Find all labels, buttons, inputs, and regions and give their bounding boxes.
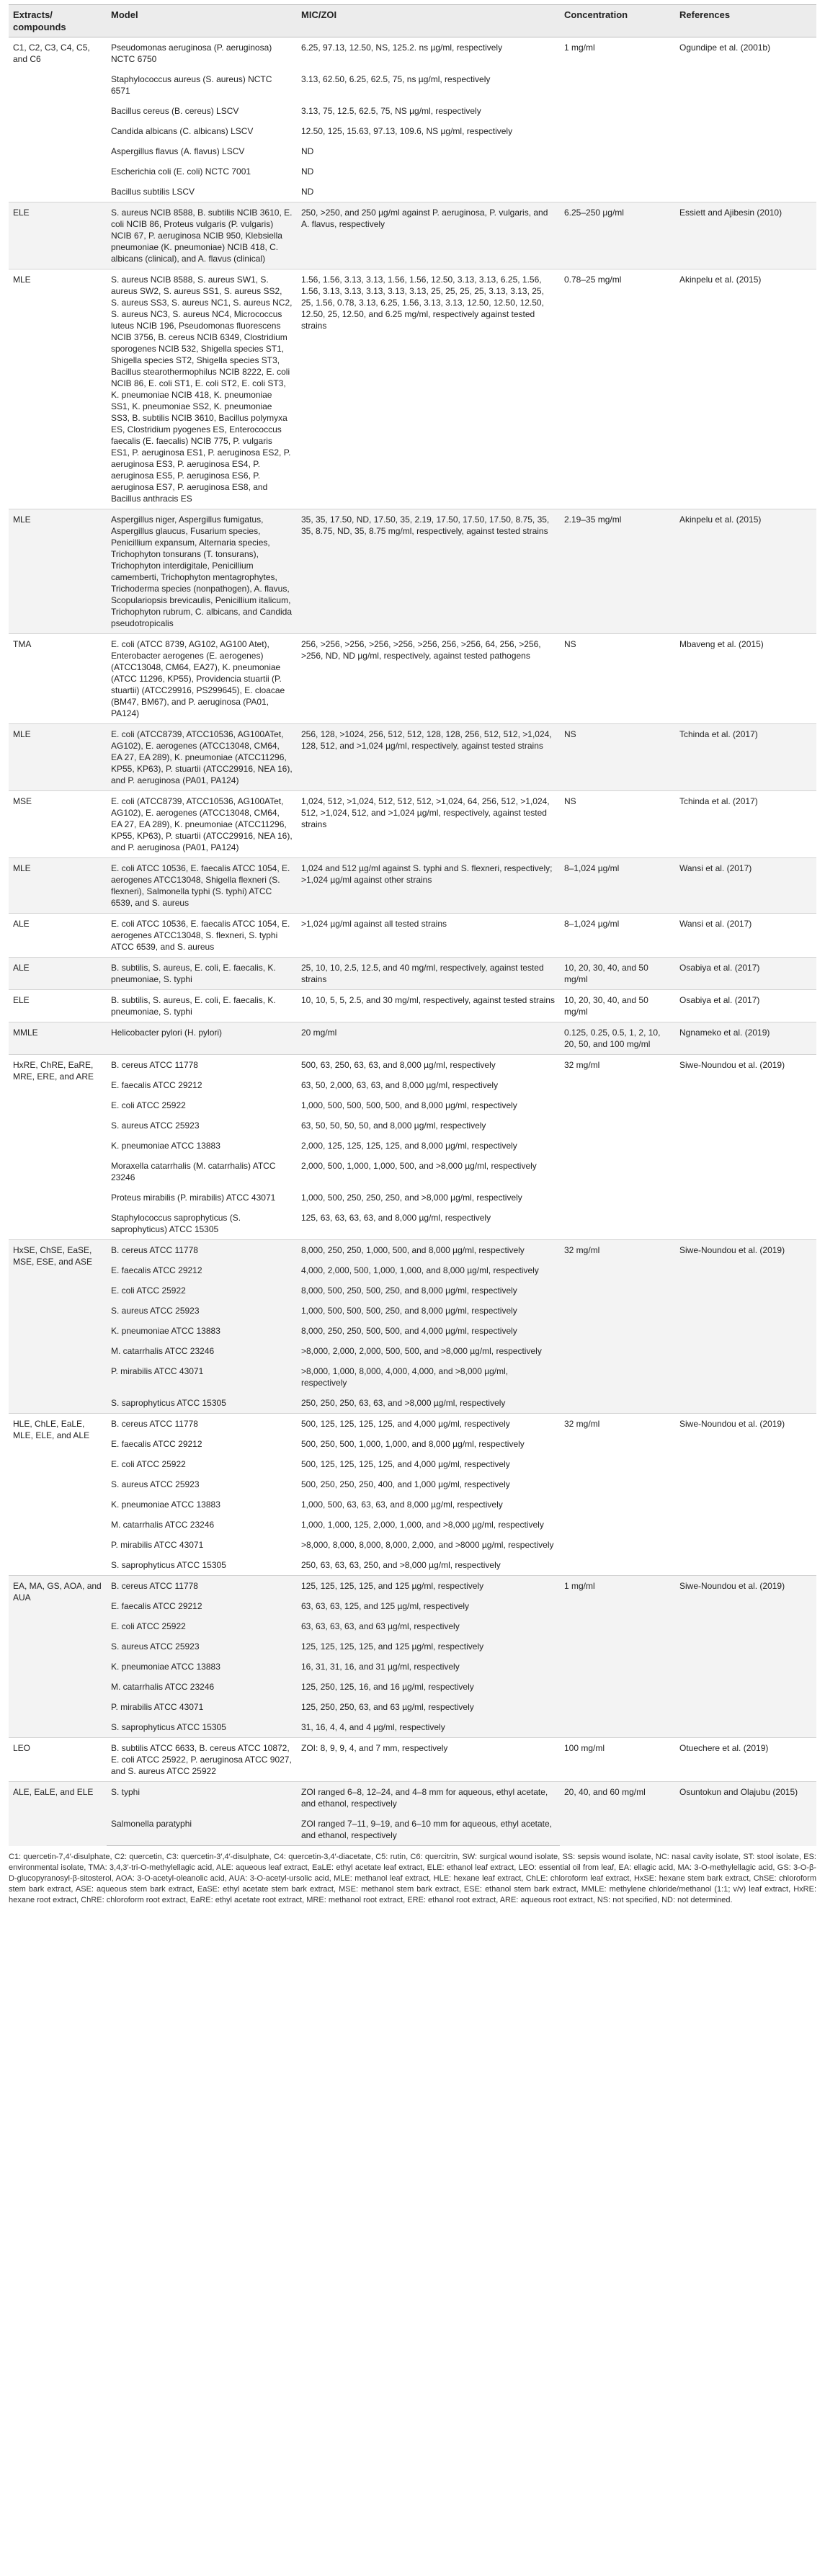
cell-extract: MMLE (9, 1022, 107, 1055)
cell-mic-zoi: 6.25, 97.13, 12.50, NS, 125.2. ns µg/ml, respectively (297, 37, 560, 70)
cell-model: S. typhi (107, 1782, 297, 1814)
cell-model: E. coli ATCC 25922 (107, 1616, 297, 1636)
cell-model: E. coli ATCC 10536, E. faecalis ATCC 1054, E. aerogenes ATCC13048, Shigella flexneri (S. flexneri), Salmonella typhi (S. typhi) ATCC 6539, and S. aureus (107, 858, 297, 914)
cell-extract: ELE (9, 990, 107, 1022)
cell-model: Candida albicans (C. albicans) LSCV (111, 126, 254, 136)
cell-extract: ELE (9, 202, 107, 269)
cell-concentration: 0.78–25 mg/ml (560, 269, 675, 509)
cell-concentration: 1 mg/ml (560, 37, 675, 202)
cell-reference: Essiett and Ajibesin (2010) (675, 202, 816, 269)
cell-mic-zoi: 1.56, 1.56, 3.13, 3.13, 1.56, 1.56, 12.50, 3.13, 3.13, 6.25, 1.56, 1.56, 3.13, 3.13, 3.13, 3.13, 3.13, 25, 25, 25, 25, 3.13, 3.13, 25, 25, 1.56, 0.78, 3.13, 6.25, 1.56, 3.13, 3.13, 12.50, 12.50, 12.50, 12.50, 25, 12.50, and 6.25 mg/ml, respectively against tested strains (297, 269, 560, 509)
cell-mic-zoi: 500, 125, 125, 125, 125, and 4,000 µg/ml, respectively (301, 1459, 510, 1469)
cell-mic-zoi: 8,000, 250, 250, 500, 500, and 4,000 µg/ml, respectively (297, 1321, 560, 1341)
cell-concentration: 20, 40, and 60 mg/ml (560, 1782, 675, 1846)
table-row (9, 509, 816, 634)
cell-mic-zoi: 125, 125, 125, 125, and 125 µg/ml, respectively (297, 1576, 560, 1597)
cell-model: B. cereus ATCC 11778 (107, 1414, 297, 1435)
cell-model: Escherichia coli (E. coli) NCTC 7001 (111, 166, 251, 177)
cell-concentration: 2.19–35 mg/ml (560, 509, 675, 634)
cell-mic-zoi: 25, 10, 10, 2.5, 12.5, and 40 mg/ml, respectively, against tested strains (297, 958, 560, 990)
cell-concentration: 10, 20, 30, 40, and 50 mg/ml (560, 958, 675, 990)
cell-mic-zoi: 500, 63, 250, 63, 63, and 8,000 µg/ml, respectively (297, 1055, 560, 1076)
cell-mic-zoi: 1,024 and 512 µg/ml against S. typhi and S. flexneri, respectively; >1,024 µg/ml against other strains (297, 858, 560, 914)
cell-extract: C1, C2, C3, C4, C5, and C6 (9, 37, 107, 202)
table-row (9, 914, 816, 958)
cell-mic-zoi: 16, 31, 31, 16, and 31 µg/ml, respectively (297, 1657, 560, 1677)
table-row (9, 858, 816, 914)
cell-mic-zoi: 35, 35, 17.50, ND, 17.50, 35, 2.19, 17.50, 17.50, 17.50, 8.75, 35, 35, 8.75, ND, 35, 8.75 mg/ml, respectively, against tested strains (297, 509, 560, 634)
header-extracts: Extracts/ compounds (9, 5, 107, 37)
cell-model: Proteus mirabilis (P. mirabilis) ATCC 43071 (111, 1193, 276, 1203)
table-row (9, 791, 816, 858)
cell-mic-zoi: 125, 63, 63, 63, 63, and 8,000 µg/ml, respectively (301, 1213, 491, 1223)
cell-model: E. faecalis ATCC 29212 (107, 1260, 297, 1280)
cell-mic-zoi: 3.13, 75, 12.5, 62.5, 75, NS µg/ml, respectively (301, 106, 481, 116)
cell-extract: LEO (9, 1738, 107, 1782)
cell-concentration: 8–1,024 µg/ml (560, 858, 675, 914)
cell-reference: Siwe-Noundou et al. (2019) (675, 1240, 816, 1414)
cell-model: Bacillus subtilis LSCV (111, 187, 195, 197)
table-row (9, 1576, 816, 1597)
cell-model: S. saprophyticus ATCC 15305 (107, 1717, 297, 1738)
cell-model: E. faecalis ATCC 29212 (111, 1080, 202, 1090)
cell-mic-zoi: 31, 16, 4, 4, and 4 µg/ml, respectively (297, 1717, 560, 1738)
cell-mic-zoi: 63, 63, 63, 125, and 125 µg/ml, respectively (297, 1596, 560, 1616)
cell-model: Bacillus cereus (B. cereus) LSCV (111, 106, 239, 116)
cell-extract: MLE (9, 269, 107, 509)
cell-extract: MSE (9, 791, 107, 858)
cell-mic-zoi: 1,000, 500, 250, 250, 250, and >8,000 µg/ml, respectively (301, 1193, 522, 1203)
cell-reference: Akinpelu et al. (2015) (675, 509, 816, 634)
cell-model: K. pneumoniae ATCC 13883 (111, 1499, 220, 1510)
cell-mic-zoi: 250, 250, 250, 63, 63, and >8,000 µg/ml, respectively (297, 1393, 560, 1414)
cell-mic-zoi: 1,000, 500, 63, 63, 63, and 8,000 µg/ml, respectively (301, 1499, 503, 1510)
cell-model: Helicobacter pylori (H. pylori) (107, 1022, 297, 1055)
cell-concentration: NS (560, 634, 675, 724)
cell-mic-zoi: 10, 10, 5, 5, 2.5, and 30 mg/ml, respectively, against tested strains (297, 990, 560, 1022)
cell-extract: MLE (9, 724, 107, 791)
cell-mic-zoi: ND (301, 146, 314, 156)
cell-mic-zoi: 1,000, 1,000, 125, 2,000, 1,000, and >8,000 µg/ml, respectively (301, 1520, 544, 1530)
cell-mic-zoi: 4,000, 2,000, 500, 1,000, 1,000, and 8,000 µg/ml, respectively (297, 1260, 560, 1280)
cell-extract: ALE (9, 958, 107, 990)
cell-mic-zoi: ND (301, 166, 314, 177)
header-mic-zoi: MIC/ZOI (297, 5, 560, 37)
cell-model: S. saprophyticus ATCC 15305 (111, 1560, 226, 1570)
cell-model: Staphylococcus saprophyticus (S. saprophyticus) ATCC 15305 (111, 1213, 241, 1234)
cell-extract: HxRE, ChRE, EaRE, MRE, ERE, and ARE (9, 1055, 107, 1240)
table-row (9, 1782, 816, 1814)
cell-mic-zoi: 125, 250, 250, 63, and 63 µg/ml, respectively (297, 1697, 560, 1717)
cell-model: S. aureus ATCC 25923 (111, 1479, 200, 1489)
cell-model: B. cereus ATCC 11778 (107, 1240, 297, 1261)
cell-concentration: 32 mg/ml (560, 1240, 675, 1414)
cell-mic-zoi: >8,000, 8,000, 8,000, 8,000, 2,000, and >8000 µg/ml, respectively (301, 1540, 554, 1550)
cell-model: B. subtilis, S. aureus, E. coli, E. faecalis, K. pneumoniae, S. typhi (107, 990, 297, 1022)
cell-mic-zoi: 63, 63, 63, 63, and 63 µg/ml, respectively (297, 1616, 560, 1636)
table-row (9, 1055, 816, 1076)
table-row (9, 1240, 816, 1261)
cell-extract: HxSE, ChSE, EaSE, MSE, ESE, and ASE (9, 1240, 107, 1414)
table-row (9, 724, 816, 791)
cell-concentration: 100 mg/ml (560, 1738, 675, 1782)
cell-mic-zoi: 20 mg/ml (297, 1022, 560, 1055)
cell-model: E. coli (ATCC8739, ATCC10536, AG100ATet, AG102), E. aerogenes (ATCC13048, CM64, EA 27, EA 289), K. pneumoniae (ATCC11296, KP55, KP63), P. stuartii (ATCC29916, NEA 16), and P. aeruginosa (PA01, PA124) (107, 791, 297, 858)
cell-extract: MLE (9, 509, 107, 634)
cell-model: Salmonella paratyphi (107, 1814, 297, 1846)
cell-model: M. catarrhalis ATCC 23246 (111, 1520, 215, 1530)
cell-reference: Mbaveng et al. (2015) (675, 634, 816, 724)
cell-mic-zoi: >8,000, 1,000, 8,000, 4,000, 4,000, and >8,000 µg/ml, respectively (297, 1361, 560, 1393)
cell-concentration: 0.125, 0.25, 0.5, 1, 2, 10, 20, 50, and 100 mg/ml (560, 1022, 675, 1055)
cell-mic-zoi: ZOI: 8, 9, 9, 4, and 7 mm, respectively (297, 1738, 560, 1782)
cell-model: S. aureus ATCC 25923 (111, 1120, 200, 1131)
header-model: Model (107, 5, 297, 37)
cell-model: K. pneumoniae ATCC 13883 (111, 1141, 220, 1151)
cell-mic-zoi: 1,000, 500, 500, 500, 250, and 8,000 µg/ml, respectively (297, 1301, 560, 1321)
cell-model: B. cereus ATCC 11778 (107, 1055, 297, 1076)
cell-mic-zoi: ND (301, 187, 314, 197)
cell-extract: TMA (9, 634, 107, 724)
cell-reference: Osuntokun and Olajubu (2015) (675, 1782, 816, 1846)
cell-mic-zoi: 125, 125, 125, 125, and 125 µg/ml, respectively (297, 1636, 560, 1657)
cell-reference: Osabiya et al. (2017) (675, 990, 816, 1022)
cell-extract: EA, MA, GS, AOA, and AUA (9, 1576, 107, 1738)
cell-extract: MLE (9, 858, 107, 914)
cell-model: E. coli ATCC 25922 (107, 1280, 297, 1301)
cell-extract: ALE (9, 914, 107, 958)
cell-model: P. mirabilis ATCC 43071 (107, 1361, 297, 1393)
cell-mic-zoi: 8,000, 250, 250, 1,000, 500, and 8,000 µg/ml, respectively (297, 1240, 560, 1261)
cell-reference: Siwe-Noundou et al. (2019) (675, 1576, 816, 1738)
cell-reference: Tchinda et al. (2017) (675, 791, 816, 858)
cell-model: M. catarrhalis ATCC 23246 (107, 1677, 297, 1697)
cell-mic-zoi: 500, 125, 125, 125, 125, and 4,000 µg/ml, respectively (297, 1414, 560, 1435)
cell-mic-zoi: 250, >250, and 250 µg/ml against P. aeruginosa, P. vulgaris, and A. flavus, respectively (297, 202, 560, 269)
table-row (9, 958, 816, 990)
table-row (9, 1414, 816, 1435)
cell-model: Moraxella catarrhalis (M. catarrhalis) ATCC 23246 (111, 1161, 276, 1182)
cell-reference: Otuechere et al. (2019) (675, 1738, 816, 1782)
cell-concentration: 8–1,024 µg/ml (560, 914, 675, 958)
cell-mic-zoi: 256, >256, >256, >256, >256, >256, 256, >256, 64, 256, >256, >256, ND, ND µg/ml, respectively, against tested pathogens (297, 634, 560, 724)
cell-extract: ALE, EaLE, and ELE (9, 1782, 107, 1846)
cell-model: K. pneumoniae ATCC 13883 (107, 1321, 297, 1341)
cell-model: Pseudomonas aeruginosa (P. aeruginosa) NCTC 6750 (107, 37, 297, 70)
cell-extract: HLE, ChLE, EaLE, MLE, ELE, and ALE (9, 1414, 107, 1576)
cell-mic-zoi: 1,024, 512, >1,024, 512, 512, 512, >1,024, 64, 256, 512, >1,024, 512, >1,024, 512, and >1,024 µg/ml, respectively, against tested strains (297, 791, 560, 858)
cell-model: B. cereus ATCC 11778 (107, 1576, 297, 1597)
table-footnote: C1: quercetin-7,4′-disulphate, C2: quercetin, C3: quercetin-3′,4′-disulphate, C4: quercetin-3,4′-diacetate, C5: rutin, C6: quercitrin, SW: surgical wound isolate, SS: sepsis wound isolate, NC: nasal cavity isolate, ST: stool isolate, ES: environmental isolate, TMA: 3,4,3′-tri-O-methylellagic acid, ALE: aqueous leaf extract, EaLE: ethyl acetate leaf extract, ELE: ethanol leaf extract, LEO: essential oil from leaf, EA: ellagic acid, MA: 3-O-methylellagic acid, GS: 3-O-β-D-glucopyranosyl-β-sitosterol, AOA: 3-O-acetyl-oleanolic acid, AUA: 3-O-acetyl-ursolic acid, MLE: methanol leaf extract, HLE: hexane leaf extract, ChLE: chloroform leaf extract, HxSE: hexane stem bark extract, ChSE: chloroform stem bark extract, ASE: aqueous stem bark extract, EaSE: ethyl acetate stem bark extract, MSE: methanol stem bark extract, ESE: ethanol stem bark extract, MMLE: methylene chloride/methanol (1:1; v/v) leaf extract, HxRE: hexane root extract, ChRE: chloroform root extract, EaRE: ethyl acetate root extract, MRE: methanol root extract, ERE: ethanol root extract, ARE: aqueous root extract, NS: not specified, ND: not determined. (9, 1853, 816, 1904)
cell-model: Staphylococcus aureus (S. aureus) NCTC 6571 (111, 74, 272, 96)
cell-concentration: NS (560, 791, 675, 858)
table-row (9, 1738, 816, 1782)
cell-model: P. mirabilis ATCC 43071 (111, 1540, 204, 1550)
cell-model: E. coli ATCC 25922 (111, 1459, 186, 1469)
table-header-row (9, 5, 816, 37)
table-row (9, 634, 816, 724)
cell-concentration: 10, 20, 30, 40, and 50 mg/ml (560, 990, 675, 1022)
cell-mic-zoi: 500, 250, 500, 1,000, 1,000, and 8,000 µg/ml, respectively (301, 1439, 525, 1449)
cell-mic-zoi: >8,000, 2,000, 2,000, 500, 500, and >8,000 µg/ml, respectively (297, 1341, 560, 1361)
cell-model: E. coli (ATCC8739, ATCC10536, AG100ATet, AG102), E. aerogenes (ATCC13048, CM64, EA 27, EA 289), K. pneumoniae (ATCC11296, KP55, KP63), P. stuartii (ATCC29916, NEA 16), and P. aeruginosa (PA01, PA124) (107, 724, 297, 791)
cell-reference: Siwe-Noundou et al. (2019) (675, 1055, 816, 1240)
cell-reference: Wansi et al. (2017) (675, 914, 816, 958)
cell-mic-zoi: 8,000, 500, 250, 500, 250, and 8,000 µg/ml, respectively (297, 1280, 560, 1301)
cell-reference: Siwe-Noundou et al. (2019) (675, 1414, 816, 1576)
cell-mic-zoi: 1,000, 500, 500, 500, 500, and 8,000 µg/ml, respectively (301, 1100, 517, 1110)
cell-model: K. pneumoniae ATCC 13883 (107, 1657, 297, 1677)
table-row (9, 990, 816, 1022)
cell-mic-zoi: 12.50, 125, 15.63, 97.13, 109.6, NS µg/ml, respectively (301, 126, 513, 136)
cell-model: E. faecalis ATCC 29212 (111, 1439, 202, 1449)
cell-model: S. aureus ATCC 25923 (107, 1636, 297, 1657)
cell-model: P. mirabilis ATCC 43071 (107, 1697, 297, 1717)
cell-mic-zoi: 250, 63, 63, 63, 250, and >8,000 µg/ml, respectively (301, 1560, 501, 1570)
cell-reference: Osabiya et al. (2017) (675, 958, 816, 990)
cell-mic-zoi: >1,024 µg/ml against all tested strains (297, 914, 560, 958)
cell-concentration: 1 mg/ml (560, 1576, 675, 1738)
cell-model: B. subtilis, S. aureus, E. coli, E. faecalis, K. pneumoniae, S. typhi (107, 958, 297, 990)
cell-model: B. subtilis ATCC 6633, B. cereus ATCC 10872, E. coli ATCC 25922, P. aeruginosa ATCC 9027, and S. aureus ATCC 25922 (107, 1738, 297, 1782)
cell-model: S. aureus NCIB 8588, S. aureus SW1, S. aureus SW2, S. aureus SS1, S. aureus SS2, S. aureus SS3, S. aureus NC1, S. aureus NC2, S. aureus NC3, S. aureus NC4, Micrococcus luteus NCIB 196, Pseudomonas fluorescens NCIB 3756, B. cereus NCIB 6349, Clostridium sporogenes NCIB 532, Shigella species ST1, Shigella species ST2, Shigella species ST3, Bacillus stearothermophilus NCIB 8222, E. coli NCIB 86, E. coli ST1, E. coli ST2, E. coli ST3, K. pneumoniae NCIB 418, K. pneumoniae SS1, K. pneumoniae SS2, K. pneumoniae SS3, B. subtilis NCIB 3610, Bacillus polymyxa ES, Clostridium pyogenes ES, Enterococcus faecalis (E. faecalis) NCIB 775, P. vulgaris ES1, P. aeruginosa ES1, P. aeruginosa ES2, P. aeruginosa ES3, P. aeruginosa ES4, P. aeruginosa ES5, P. aeruginosa ES6, P. aeruginosa ES7, P. aeruginosa ES8, and Bacillus anthracis ES (107, 269, 297, 509)
cell-mic-zoi: 3.13, 62.50, 6.25, 62.5, 75, ns µg/ml, respectively (301, 74, 491, 84)
cell-model: S. aureus ATCC 25923 (107, 1301, 297, 1321)
cell-model: S. saprophyticus ATCC 15305 (107, 1393, 297, 1414)
cell-mic-zoi: 63, 50, 2,000, 63, 63, and 8,000 µg/ml, respectively (301, 1080, 499, 1090)
cell-reference: Tchinda et al. (2017) (675, 724, 816, 791)
cell-model: Aspergillus niger, Aspergillus fumigatus, Aspergillus glaucus, Fusarium species, Penicillium expansum, Alternaria species, Trichophyton tonsurans (T. tonsurans), Trichophyton interdigitale, Penicillium camemberti, Trichophyton mentagrophytes, Trichoderma species (nonpathogen), A. flavus, Scopulariopsis brevicaulis, Penicillium italicum, Trichophyton rubrum, C. albicans, and Candida pseudotropicalis (107, 509, 297, 634)
cell-concentration: 32 mg/ml (560, 1055, 675, 1240)
cell-mic-zoi: 2,000, 500, 1,000, 1,000, 500, and >8,000 µg/ml, respectively (301, 1161, 537, 1171)
cell-mic-zoi: ZOI ranged 7–11, 9–19, and 6–10 mm for aqueous, ethyl acetate, and ethanol, respectively (297, 1814, 560, 1846)
cell-model: S. aureus NCIB 8588, B. subtilis NCIB 3610, E. coli NCIB 86, Proteus vulgaris (P. vulgaris) NCIB 67, P. aeruginosa NCIB 950, Klebsiella pneumoniae (K. pneumoniae) NCIB 418, C. albicans (clinical), and A. flavus (clinical) (107, 202, 297, 269)
cell-mic-zoi: 256, 128, >1024, 256, 512, 512, 128, 128, 256, 512, 512, >1,024, 128, 512, and >1,024 µg/ml, respectively, against tested strains (297, 724, 560, 791)
cell-concentration: 6.25–250 µg/ml (560, 202, 675, 269)
cell-mic-zoi: 500, 250, 250, 250, 400, and 1,000 µg/ml, respectively (301, 1479, 510, 1489)
table-row (9, 1022, 816, 1055)
cell-model: M. catarrhalis ATCC 23246 (107, 1341, 297, 1361)
cell-model: E. faecalis ATCC 29212 (107, 1596, 297, 1616)
cell-reference: Ogundipe et al. (2001b) (675, 37, 816, 202)
table-body (9, 37, 816, 1846)
cell-mic-zoi: 125, 250, 125, 16, and 16 µg/ml, respectively (297, 1677, 560, 1697)
cell-mic-zoi: 63, 50, 50, 50, 50, and 8,000 µg/ml, respectively (301, 1120, 486, 1131)
cell-reference: Akinpelu et al. (2015) (675, 269, 816, 509)
table-row (9, 269, 816, 509)
header-concentration: Concentration (560, 5, 675, 37)
cell-mic-zoi: 2,000, 125, 125, 125, 125, and 8,000 µg/ml, respectively (301, 1141, 517, 1151)
table-row (9, 202, 816, 269)
table-row (9, 37, 816, 70)
cell-model: E. coli (ATCC 8739, AG102, AG100 Atet), Enterobacter aerogenes (E. aerogenes) (ATCC13048, CM64, EA27), K. pneumoniae (ATCC 11296, KP55), Providencia stuartii (P. stuartii) (ATCC29916, PS299645), E. cloacae (BM47, BM67), and P. aeruginosa (PA01, PA124) (107, 634, 297, 724)
cell-mic-zoi: ZOI ranged 6–8, 12–24, and 4–8 mm for aqueous, ethyl acetate, and ethanol, respectively (297, 1782, 560, 1814)
header-references: References (675, 5, 816, 37)
cell-concentration: 32 mg/ml (560, 1414, 675, 1576)
antimicrobial-activity-table (9, 4, 816, 1846)
cell-model: E. coli ATCC 10536, E. faecalis ATCC 1054, E. aerogenes ATCC13048, S. flexneri, S. typhi ATCC 6539, and S. aureus (107, 914, 297, 958)
cell-model: E. coli ATCC 25922 (111, 1100, 186, 1110)
cell-model: Aspergillus flavus (A. flavus) LSCV (111, 146, 245, 156)
cell-reference: Ngnameko et al. (2019) (675, 1022, 816, 1055)
cell-concentration: NS (560, 724, 675, 791)
cell-reference: Wansi et al. (2017) (675, 858, 816, 914)
